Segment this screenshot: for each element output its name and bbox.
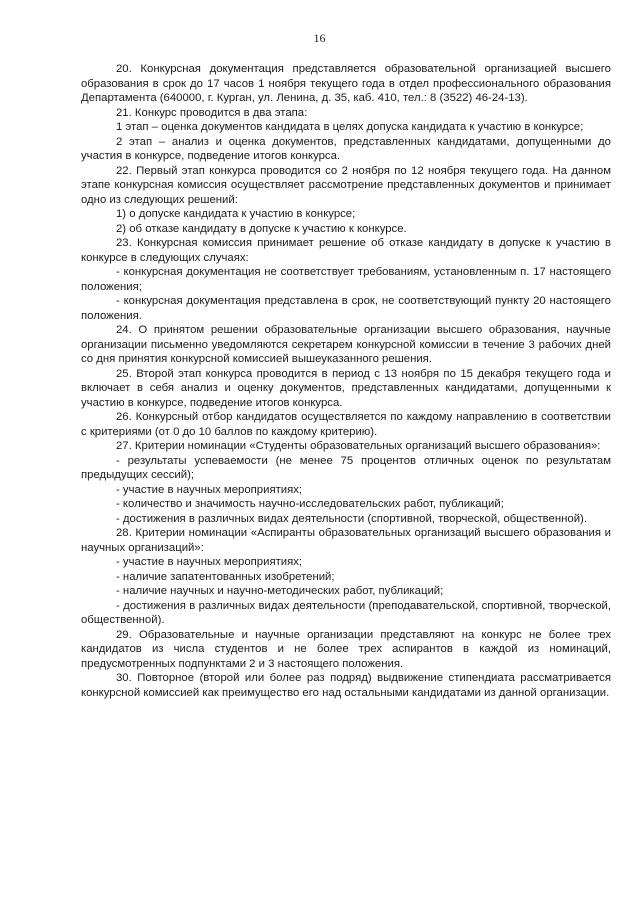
paragraph-26: 26. Конкурсный отбор кандидатов осуществляется по каждому направлению в соответствии с критериями (от 0 до 10 баллов по каждому критерию). <box>81 411 611 438</box>
student-criterion-3-item: - количество и значимость научно-исследовательских работ, публикаций; <box>116 498 504 510</box>
stage-2-item: 2 этап – анализ и оценка документов, представленных кандидатами, допущенными до участия в конкурсе, подведение итогов конкурса. <box>81 135 611 162</box>
refusal-case-1-item: - конкурсная документация не соответствует требованиям, установленным п. 17 настоящего положения; <box>81 266 611 293</box>
refusal-case-2-item: - конкурсная документация представлена в срок, не соответствующий пункту 20 настоящего положения. <box>81 295 611 322</box>
paragraph-22: 22. Первый этап конкурса проводится со 2 ноября по 12 ноября текущего года. На данном этапе конкурсная комиссия осуществляет рассмотрение представленных документов и принимает одно из следующих решений: <box>81 164 611 206</box>
paragraph-28: 28. Критерии номинации «Аспиранты образовательных организаций высшего образования и научных организаций»: <box>81 527 611 554</box>
postgrad-criterion-2-item: - наличие запатентованных изобретений; <box>116 570 335 583</box>
paragraph-30: 30. Повторное (второй или более раз подряд) выдвижение стипендиата рассматривается конкурсной комиссией как преимущество его над остальными кандидатами из данной организации. <box>81 672 611 699</box>
student-criterion-4-item: - достижения в различных видах деятельности (спортивной, творческой, общественной). <box>116 512 587 525</box>
page-number: 16 <box>313 31 326 45</box>
paragraph-29: 29. Образовательные и научные организации представляют на конкурс не более трех кандидатов из числа студентов и не более трех аспирантов в каждой из номинаций, предусмотренных подпунктами 2 и 3 настоящего положения. <box>81 628 611 670</box>
paragraph-20: 20. Конкурсная документация представляется образовательной организацией высшего образования в срок до 17 часов 1 ноября текущего года в отдел профессионального образования Департамента (640000, г. Курган, ул. Ленина, д. 35, каб. 410, тел.: 8 (3522) 46-24-13). <box>81 63 611 104</box>
stage-1-item: 1 этап – оценка документов кандидата в целях допуска кандидата к участию в конкурсе; <box>116 121 584 133</box>
paragraph-27: 27. Критерии номинации «Студенты образовательных организаций высшего образования»: <box>116 440 601 452</box>
decision-1-item: 1) о допуске кандидата к участию в конкурсе; <box>116 208 356 220</box>
paragraph-21: 21. Конкурс проводится в два этапа: <box>116 106 308 119</box>
postgrad-criterion-3-item: - наличие научных и научно-методических работ, публикаций; <box>116 585 444 597</box>
postgrad-criterion-4-item: - достижения в различных видах деятельности (преподавательской, спортивной, творческой, общественной). <box>81 599 611 626</box>
postgrad-criterion-1-item: - участие в научных мероприятиях; <box>116 556 303 568</box>
decision-2-item: 2) об отказе кандидату в допуске к участию к конкурсе. <box>116 222 407 235</box>
paragraph-23: 23. Конкурсная комиссия принимает решение об отказе кандидату в допуске к участию в конкурсе в следующих случаях: <box>81 237 611 264</box>
paragraph-25: 25. Второй этап конкурса проводится в период с 13 ноября по 15 декабря текущего года и включает в себя анализ и оценку документов, представленных кандидатами, допущенными к участию в конкурсе, подведение итогов конкурса. <box>81 367 611 409</box>
student-criterion-1-item: - результаты успеваемости (не менее 75 процентов отличных оценок по результатам предыдущих сессий); <box>81 454 611 481</box>
student-criterion-2-item: - участие в научных мероприятиях; <box>116 483 303 496</box>
document-body <box>81 62 611 700</box>
paragraph-24: 24. О принятом решении образовательные организации высшего образования, научные организации письменно уведомляются секретарем конкурсной комиссии в течение 3 рабочих дней со дня принятия конкурсной комиссией вышеуказанного решения. <box>81 324 611 365</box>
